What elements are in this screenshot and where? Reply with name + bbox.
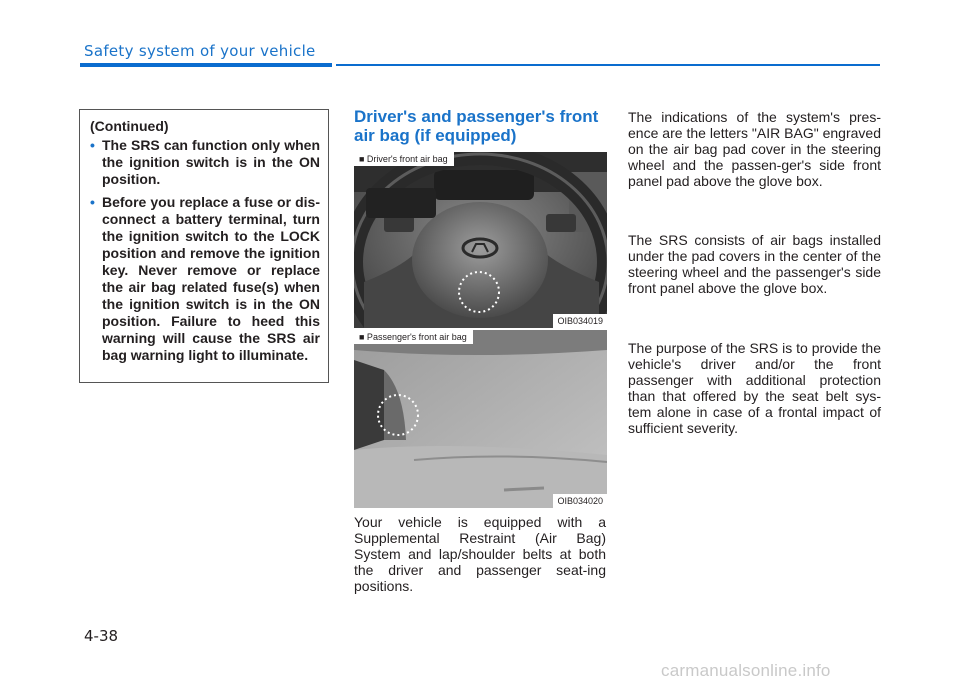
section-header-title: Safety system of your vehicle [84,42,316,60]
warning-continued-label: (Continued) [90,118,169,134]
warning-item [90,194,320,364]
driver-airbag-photo [354,152,607,328]
steering-wheel-illustration [354,152,607,328]
figure-code: OIB034019 [553,314,607,328]
header-rule-thin [336,64,880,66]
page-number: 4-38 [84,627,119,645]
figure-caption: ■ Passenger's front air bag [354,330,473,344]
passenger-airbag-photo [354,330,607,508]
figure-caption: ■ Driver's front air bag [354,152,454,166]
body-paragraph: The purpose of the SRS is to provide the vehicle's driver and/or the front passenger with additional protection than that offered by the seat belt sys-tem alone in case of a frontal impact of sufficient severity. [628,340,881,436]
dashboard-illustration [354,330,607,508]
warning-box [79,109,329,383]
section-title: Driver's and passenger's front air bag (if equipped) [354,107,599,145]
figure-code: OIB034020 [553,494,607,508]
body-paragraph: The indications of the system's pres-ence are the letters "AIR BAG" engraved on the air bag pad cover in the steering wheel and the passen-ger's side front panel pad above the glove box. [628,109,881,189]
bullet-icon: • [90,194,95,210]
body-paragraph: The SRS consists of air bags installed under the pad covers in the center of the steering wheel and the passenger's side front panel above the glove box. [628,232,881,296]
warning-item [90,137,320,188]
bullet-icon: • [90,137,95,153]
header-rule-bold [80,63,332,67]
warning-item-text: The SRS can function only when the ignition switch is in the ON position. [102,137,320,187]
warning-item-text: Before you replace a fuse or dis-connect a battery terminal, turn the ignition switch to the LOCK position and remove the ignition key. Never remove or replace the air bag related fuse(s) when the ignition switch is in the ON position. Failure to heed this warning will cause the SRS air bag warning light to illuminate. [102,194,320,363]
intro-paragraph: Your vehicle is equipped with a Supplemental Restraint (Air Bag) System and lap/shoulder belts at both the driver and passenger seat-ing positions. [354,514,606,594]
watermark: carmanualsonline.info [661,661,831,680]
warning-list [90,137,320,364]
